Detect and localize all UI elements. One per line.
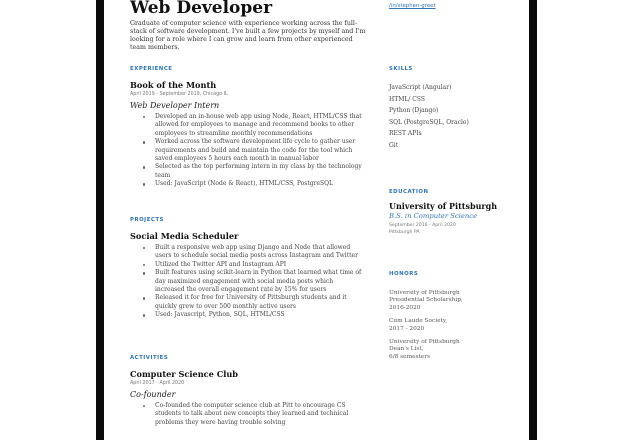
right-frame-border [529, 0, 537, 440]
education-location: Pittsburgh PA [389, 230, 420, 235]
education-school: University of Pittsburgh [389, 201, 498, 211]
honor-line: Cum Laude Society, [389, 318, 448, 325]
list-item: Released it for free for University of Pittsburgh students and it quickly grew to over 500 monthly active users [155, 294, 363, 311]
education-section [389, 189, 524, 236]
honor-item [389, 339, 524, 361]
left-frame-border [96, 0, 104, 440]
summary-text: Graduate of computer science with experience working across the full-stack of software development. I've built a few projects by myself and I'm looking for a role where I can grow and learn from other experienced team members. [130, 20, 366, 51]
honors-section [389, 271, 524, 361]
list-item: Used: JavaScript (Node & React), HTML/CSS, PostgreSQL [155, 180, 363, 188]
honor-line: Presidential Scholarship, [389, 297, 463, 304]
education-degree: B.S. in Computer Science [389, 212, 478, 220]
skills-section [389, 66, 524, 152]
skill-item: Git [389, 141, 399, 149]
education-heading: EDUCATION [389, 189, 429, 195]
list-item: Selected as the top performing intern in my class by the technology team [155, 163, 362, 179]
skill-item: HTML/ CSS [389, 95, 425, 103]
projects-section [130, 217, 370, 320]
list-item: Developed an in-house web app using Node, React, HTML/CSS that allowed for employees to manage and recommend books to other employees to streamline monthly recommendations [155, 113, 362, 137]
projects-heading: PROJECTS [130, 217, 164, 223]
project-title: Social Media Scheduler [130, 231, 239, 241]
honor-line: University of Pittsburgh [389, 290, 460, 296]
activity-title: Computer Science Club [130, 369, 238, 379]
honor-line: University of Pittsburgh [389, 339, 460, 346]
list-item: Built features using scikit-learn in Python that learned what time of day maximized engagement with social media posts which increased the overall engagement rate by 15% for users [155, 269, 362, 294]
skill-item: Python (Django) [389, 107, 439, 115]
honor-line: Dean's List, [389, 346, 424, 353]
skill-item: REST APIs [389, 130, 422, 138]
experience-role: Web Developer Intern [130, 101, 220, 110]
list-item: Built a responsive web app using Django and Node that allowed users to schedule social media posts across Instagram and Twitter [155, 244, 363, 261]
list-item: Worked across the software development life cycle to gather user requirements and build and maintain the code for the tool which saved employees 5 hours each month in manual labor [155, 138, 363, 163]
education-dates: September 2016 - April 2020 [389, 223, 456, 228]
honor-line: 6/8 semesters [389, 353, 430, 360]
list-item: Utilized the Twitter API and Instagram API [155, 261, 363, 269]
honors-list [389, 290, 524, 361]
skill-item: SQL (PostgreSQL, Oracle) [389, 118, 469, 126]
honor-line: 2016-2020 [389, 304, 421, 311]
experience-company: Book of the Month [130, 80, 217, 90]
activity-bullets [130, 402, 370, 427]
experience-meta: April 2019 - September 2019, Chicago IL [130, 92, 228, 97]
page-title: Web Developer [130, 0, 273, 18]
experience-heading: EXPERIENCE [130, 66, 173, 72]
activities-section [130, 355, 370, 427]
skills-list [389, 82, 524, 152]
experience-bullets [130, 113, 370, 189]
skills-heading: SKILLS [389, 66, 413, 72]
resume-page [104, 0, 529, 440]
activity-role: Co-founder [130, 390, 176, 399]
list-item: Used: Javascript, Python, SQL, HTML/CSS [155, 311, 363, 319]
linkedin-link[interactable]: /in/stephen-greet [389, 3, 436, 9]
activities-heading: ACTIVITIES [130, 355, 169, 361]
list-item: Co-founded the computer science club at Pitt to encourage CS students to talk about new concepts they learned and technical problems they were having trouble solving [155, 402, 363, 427]
experience-section [130, 66, 370, 189]
project-bullets [130, 244, 370, 320]
honor-item [389, 318, 524, 333]
skill-item: JavaScript (Angular) [389, 84, 452, 91]
honors-heading: HONORS [389, 271, 419, 277]
activity-meta: April 2017 - April 2020 [130, 381, 185, 386]
honor-item [389, 290, 524, 312]
honor-line: 2017 - 2020 [389, 325, 425, 332]
